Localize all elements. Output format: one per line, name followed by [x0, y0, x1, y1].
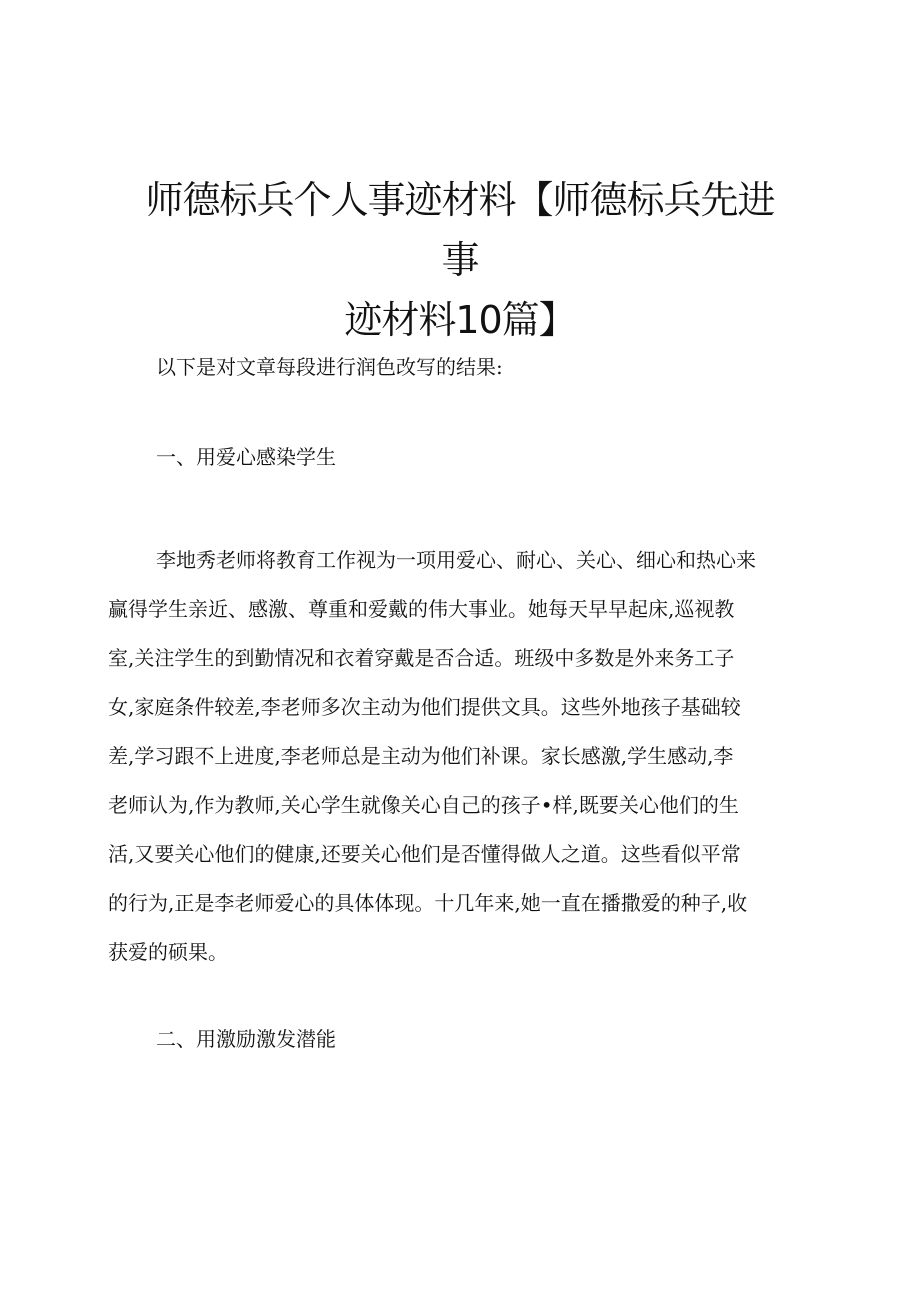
paragraph-line: 活,又要关心他们的健康,还要关心他们是否懂得做人之道。这些看似平常	[108, 842, 741, 866]
title-line-2: 迹材料10篇】	[344, 298, 576, 342]
paragraph-line: 赢得学生亲近、感激、尊重和爱戴的伟大事业。她每天早早起床,巡视教	[108, 597, 735, 621]
document-title	[130, 170, 790, 350]
section-1-paragraph	[108, 536, 814, 977]
section-heading-1: 一、用爱心感染学生	[156, 445, 336, 469]
paragraph-line: 女,家庭条件较差,李老师多次主动为他们提供文具。这些外地孩子基础较	[108, 695, 741, 719]
paragraph-line: 室,关注学生的到勤情况和衣着穿戴是否合适。班级中多数是外来务工子	[108, 646, 735, 670]
paragraph-line: 老师认为,作为教师,关心学生就像关心自己的孩子•样,既要关心他们的生	[108, 793, 739, 817]
paragraph-line: 李地秀老师将教育工作视为一项用爱心、耐心、关心、细心和热心来	[156, 548, 756, 572]
title-line-1: 师德标兵个人事迹材料【师德标兵先进事	[145, 178, 775, 282]
paragraph-line: 的行为,正是李老师爱心的具体体现。十几年来,她一直在播撒爱的种子,收	[108, 891, 748, 915]
paragraph-line: 获爱的硕果。	[108, 940, 228, 964]
section-heading-2: 二、用激励激发潜能	[156, 1027, 336, 1051]
intro-text: 以下是对文章每段进行润色改写的结果:	[156, 355, 503, 379]
paragraph-line: 差,学习跟不上进度,李老师总是主动为他们补课。家长感激,学生感动,李	[108, 744, 734, 768]
